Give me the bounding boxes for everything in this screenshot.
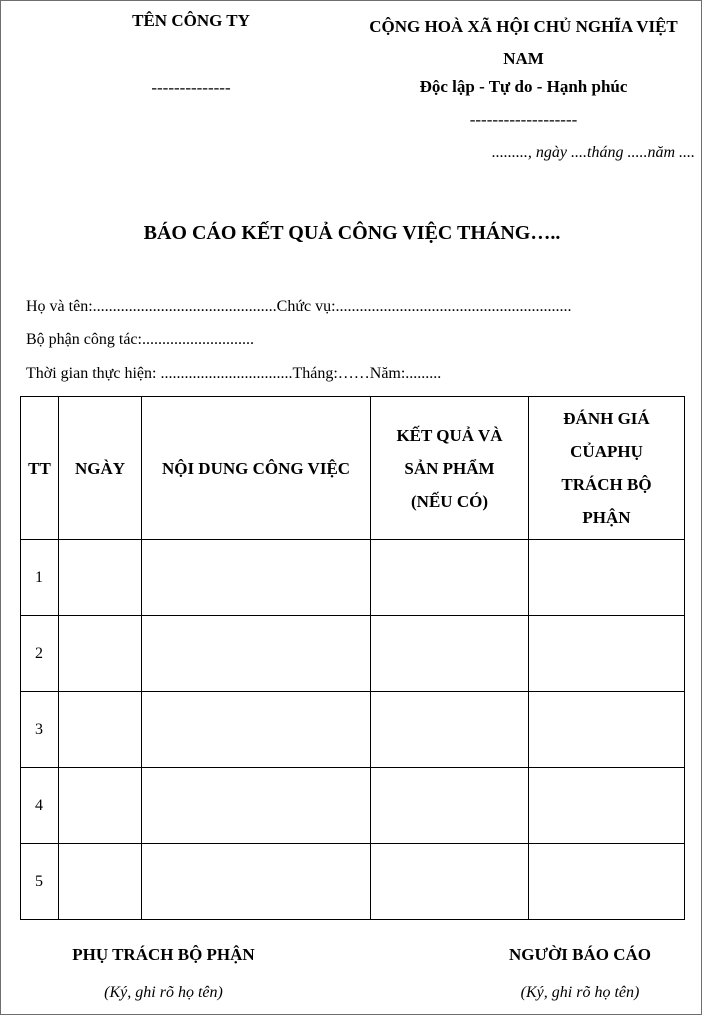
period-field: Thời gian thực hiện: .................................Tháng:……Năm:......... xyxy=(26,365,442,382)
row-number: 3 xyxy=(21,692,59,768)
motto-divider: ------------------- xyxy=(469,110,578,129)
report-title: BÁO CÁO KẾT QUẢ CÔNG VIỆC THÁNG….. xyxy=(143,222,561,244)
cell-result[interactable] xyxy=(371,616,529,692)
table-row xyxy=(21,768,685,844)
cell-date[interactable] xyxy=(59,616,142,692)
col-header-result: KẾT QUẢ VÀ SẢN PHẨM (NẾU CÓ) xyxy=(371,397,529,540)
cell-result[interactable] xyxy=(371,540,529,616)
cell-content[interactable] xyxy=(142,616,371,692)
table-header-row xyxy=(21,397,685,540)
cell-date[interactable] xyxy=(59,844,142,920)
col-header-content: NỘI DUNG CÔNG VIỆC xyxy=(142,397,371,540)
cell-result[interactable] xyxy=(371,692,529,768)
name-position-field: Họ và tên:..............................................Chức vụ:........................................................... xyxy=(26,298,572,315)
cell-date[interactable] xyxy=(59,692,142,768)
cell-date[interactable] xyxy=(59,768,142,844)
row-number: 2 xyxy=(21,616,59,692)
cell-review[interactable] xyxy=(529,768,685,844)
table-row xyxy=(21,540,685,616)
work-report-table xyxy=(20,396,685,920)
signature-reporter-title: NGƯỜI BÁO CÁO xyxy=(509,945,651,964)
national-motto: Độc lập - Tự do - Hạnh phúc xyxy=(419,77,628,96)
company-divider: -------------- xyxy=(151,78,231,97)
cell-review[interactable] xyxy=(529,844,685,920)
cell-date[interactable] xyxy=(59,540,142,616)
row-number: 5 xyxy=(21,844,59,920)
cell-review[interactable] xyxy=(529,692,685,768)
col-header-review: ĐÁNH GIÁ CỦAPHỤ TRÁCH BỘ PHẬN xyxy=(529,397,685,540)
cell-result[interactable] xyxy=(371,768,529,844)
cell-result[interactable] xyxy=(371,844,529,920)
row-number: 1 xyxy=(21,540,59,616)
table-row xyxy=(21,616,685,692)
cell-review[interactable] xyxy=(529,616,685,692)
col-header-tt: TT xyxy=(21,397,59,540)
nation-heading: CỘNG HOÀ XÃ HỘI CHỦ NGHĨA VIỆT NAM xyxy=(369,17,678,68)
department-field: Bộ phận công tác:............................ xyxy=(26,331,254,348)
signature-reporter-note: (Ký, ghi rõ họ tên) xyxy=(520,984,640,1001)
company-name: TÊN CÔNG TY xyxy=(132,11,250,30)
signature-supervisor-title: PHỤ TRÁCH BỘ PHẬN xyxy=(72,945,255,964)
signature-supervisor-note: (Ký, ghi rõ họ tên) xyxy=(104,984,223,1001)
table-row xyxy=(21,844,685,920)
col-header-date: NGÀY xyxy=(59,397,142,540)
cell-content[interactable] xyxy=(142,768,371,844)
date-line: ........., ngày ....tháng .....năm .... xyxy=(491,144,695,161)
row-number: 4 xyxy=(21,768,59,844)
table-row xyxy=(21,692,685,768)
cell-content[interactable] xyxy=(142,844,371,920)
cell-review[interactable] xyxy=(529,540,685,616)
cell-content[interactable] xyxy=(142,692,371,768)
cell-content[interactable] xyxy=(142,540,371,616)
